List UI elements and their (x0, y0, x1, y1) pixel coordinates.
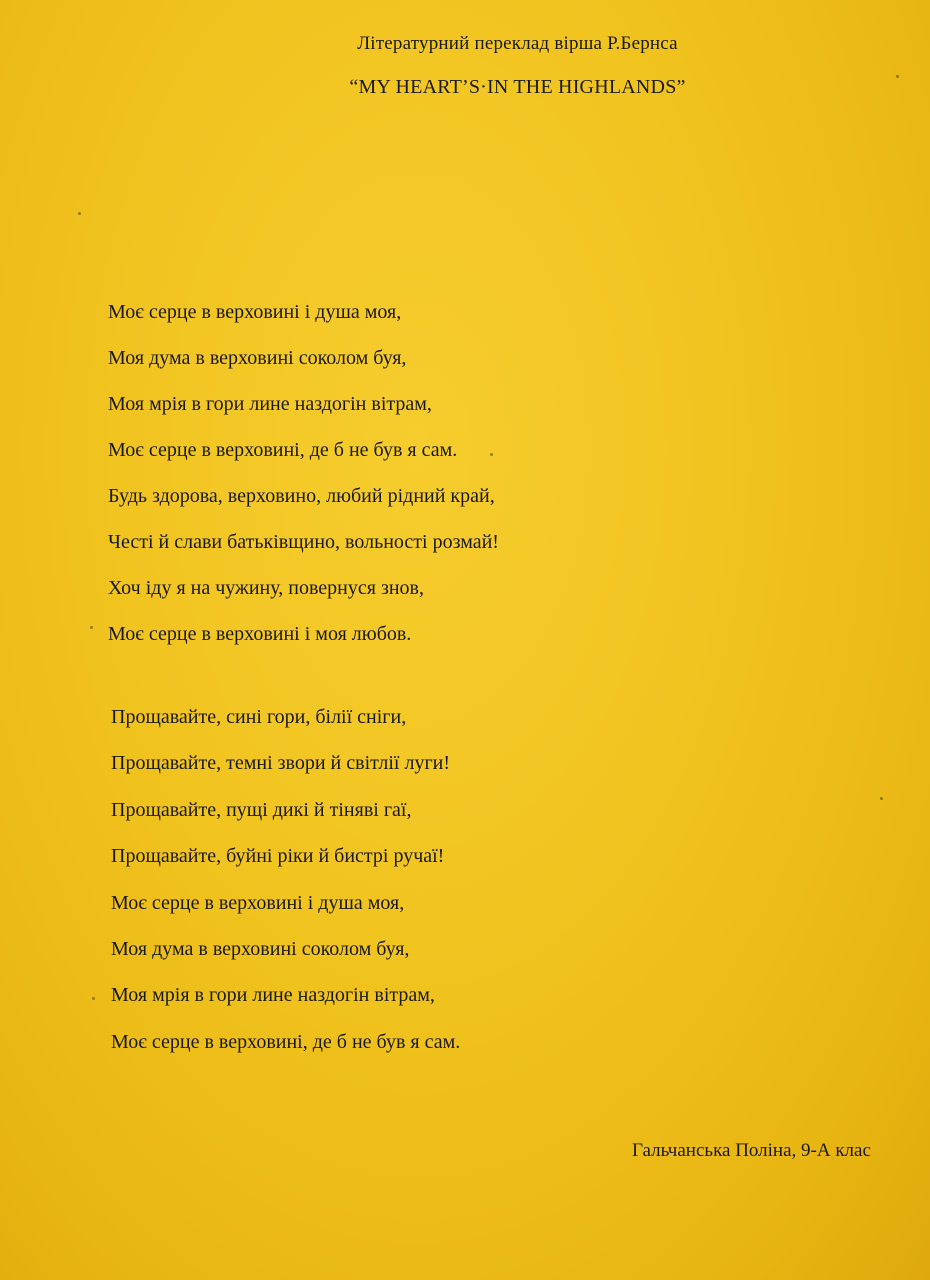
poem-line: Хоч іду я на чужину, повернуся знов, (108, 577, 424, 599)
document-subtitle: Літературний переклад вірша Р.Бернса (357, 33, 678, 54)
paper-speck (78, 212, 81, 215)
poem-line: Моя дума в верховині соколом буя, (108, 347, 407, 369)
poem-stanza-2 (111, 694, 460, 1065)
poem-line: Прощавайте, сині гори, білії сніги, (111, 706, 407, 728)
poem-line: Прощавайте, темні звори й світлії луги! (111, 752, 451, 775)
poem-stanza-1 (108, 289, 499, 657)
paper-speck (880, 797, 883, 800)
poem-line: Моє серце в верховині, де б не був я сам. (108, 439, 458, 461)
paper-speck (896, 75, 899, 78)
poem-title: “MY HEART’S·IN THE HIGHLANDS” (349, 76, 686, 98)
paper-speck (490, 453, 493, 456)
poem-line: Моя мрія в гори лине наздогін вітрам, (108, 393, 432, 415)
poem-line: Моє серце в верховині, де б не був я сам. (111, 1030, 461, 1053)
poem-line: Прощавайте, пущі дикі й тіняві гаї, (111, 798, 412, 821)
poem-line: Прощавайте, буйні ріки й бистрі ручаї! (111, 845, 445, 868)
author-signature: Гальчанська Поліна, 9-А клас (632, 1140, 871, 1161)
poem-line: Честі й слави батьківщино, вольності розмай! (108, 531, 499, 553)
poem-line: Будь здорова, верховино, любий рідний край, (108, 485, 495, 507)
poem-line: Моя дума в верховині соколом буя, (111, 937, 410, 960)
poem-line: Моя мрія в гори лине наздогін вітрам, (111, 984, 435, 1007)
poem-line: Моє серце в верховині і моя любов. (108, 623, 412, 645)
paper-speck (92, 997, 95, 1000)
poem-line: Моє серце в верховині і душа моя, (111, 891, 405, 914)
paper-speck (90, 626, 93, 629)
poem-line: Моє серце в верховині і душа моя, (108, 301, 402, 323)
